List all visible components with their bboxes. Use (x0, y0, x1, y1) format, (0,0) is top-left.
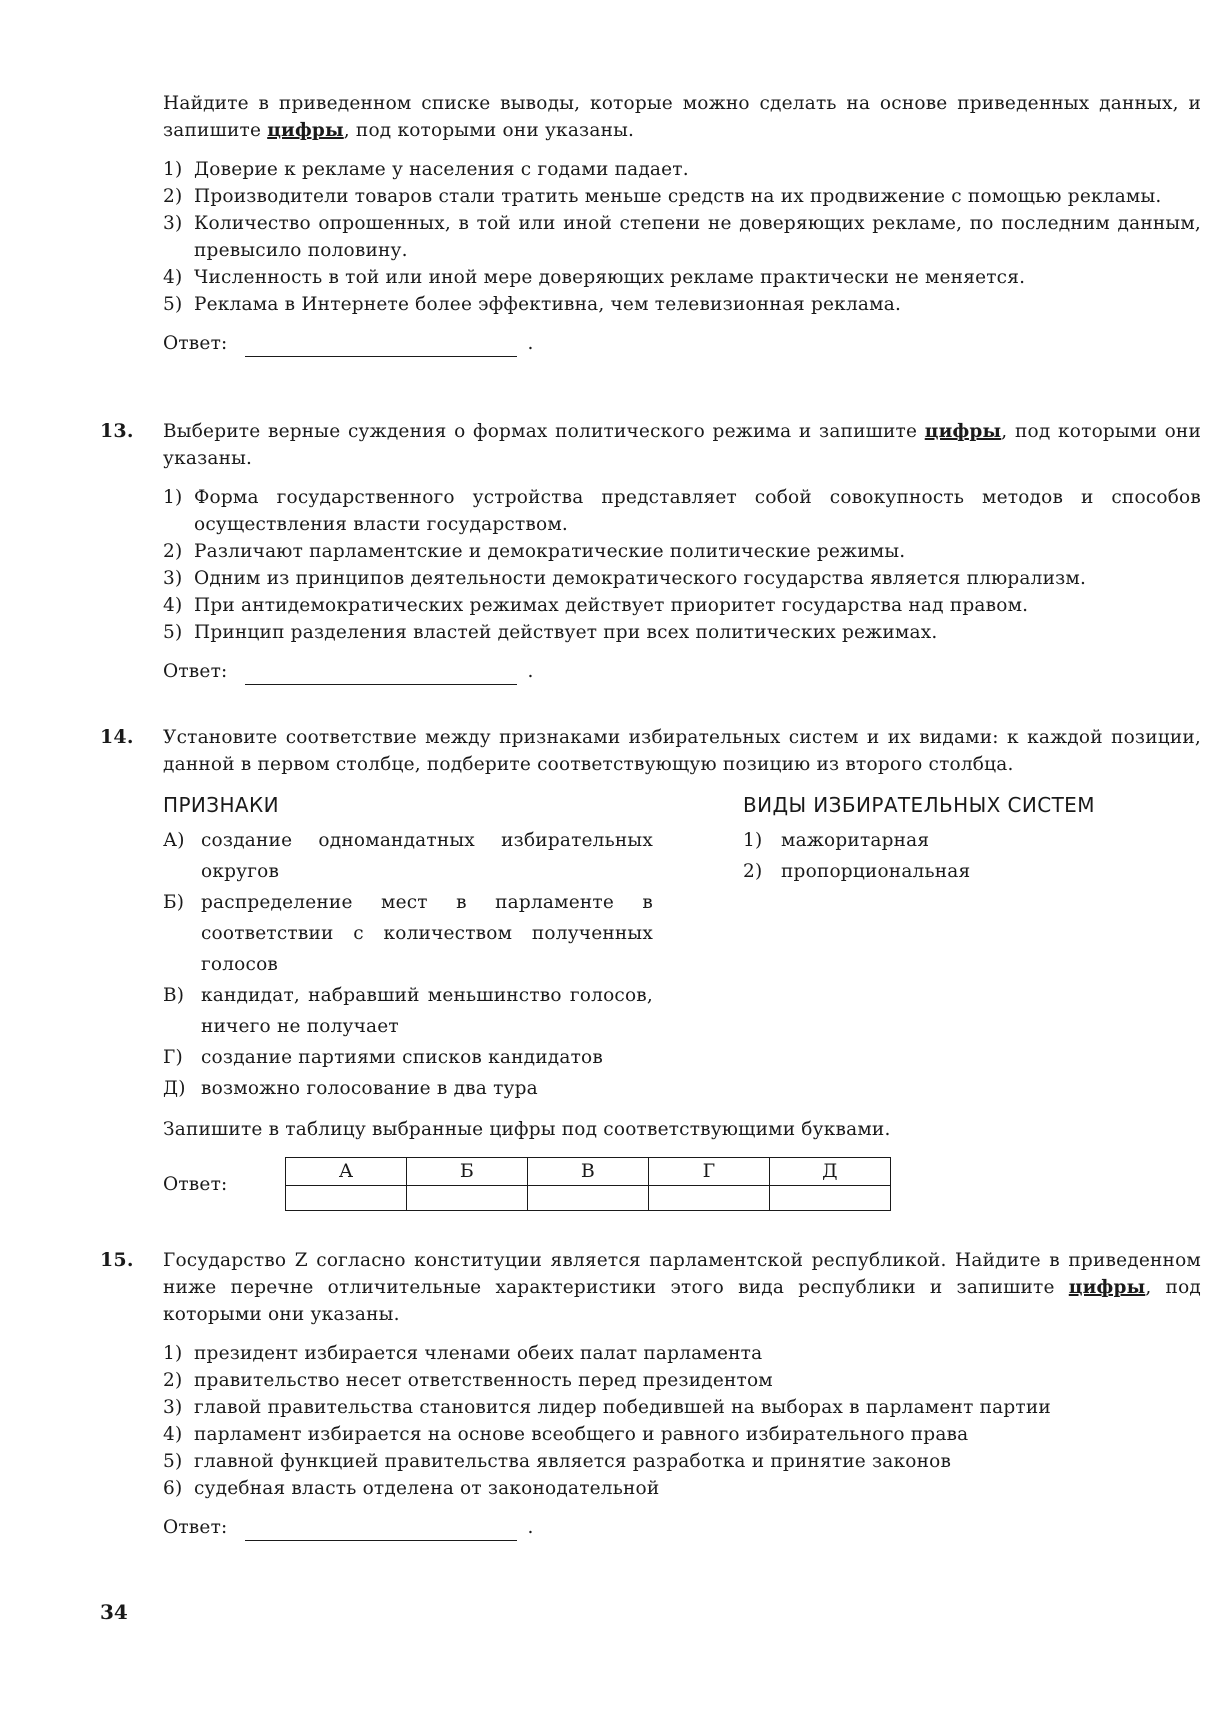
type-item: 1) мажоритарная (743, 830, 930, 851)
answer-table-header: А (286, 1158, 407, 1186)
feature-item: Б) распределение мест в парламенте в соответствии с количеством полученных голосов (163, 892, 653, 975)
option-item: 5) Реклама в Интернете более эффективна, чем телевизионная реклама. (163, 294, 902, 315)
page-number: 34 (100, 1600, 128, 1624)
task14-answer (163, 1157, 1201, 1211)
task15-answer (163, 1514, 1201, 1541)
option-item: 3) Количество опрошенных, в той или иной степени не доверяющих рекламе, по последним данным, превысило половину. (163, 213, 1201, 261)
option-item: 2) Производители товаров стали тратить меньше средств на их продвижение с помощью рекламы. (163, 186, 1162, 207)
option-item: 1) Форма государственного устройства представляет собой совокупность методов и способов осуществления власти государством. (163, 487, 1201, 535)
task14-prompt: Установите соответствие между признаками избирательных систем и их видами: к каждой позиции, данной в первом столбце, подберите соответствующую позицию из второго столбца. (163, 727, 1201, 775)
task-13 (100, 418, 1201, 685)
task15-answer-field[interactable] (245, 1518, 517, 1541)
task12-options (163, 156, 1201, 318)
task13-answer (163, 658, 1201, 685)
task13-prompt: Выберите верные суждения о формах политического режима и запишите цифры, под которыми они указаны. (163, 421, 1201, 469)
task12-answer (163, 330, 1201, 357)
task12-continuation (163, 90, 1201, 357)
answer-label: Ответ: (163, 333, 228, 354)
types-column (743, 792, 1163, 1104)
answer-table (285, 1157, 891, 1211)
task-number: 15. (100, 1249, 134, 1271)
feature-item: Д) возможно голосование в два тура (163, 1078, 538, 1099)
answer-cell-a[interactable] (286, 1186, 407, 1211)
answer-period: . (527, 661, 534, 682)
option-item: 1) Доверие к рекламе у населения с годами падает. (163, 159, 689, 180)
option-item: 4) парламент избирается на основе всеобщего и равного избирательного права (163, 1424, 969, 1445)
task15-prompt: Государство Z согласно конституции является парламентской республикой. Найдите в приведенном ниже перечне отличительные характеристики этого вида республики и запишите цифры, под которыми они указаны. (163, 1250, 1202, 1325)
answer-label: Ответ: (163, 1173, 228, 1195)
matching-columns (163, 792, 1201, 1104)
feature-item: А) создание одномандатных избирательных округов (163, 830, 653, 882)
task14-instruction: Запишите в таблицу выбранные цифры под соответствующими буквами. (163, 1119, 891, 1140)
option-item: 4) При антидемократических режимах действует приоритет государства над правом. (163, 595, 1029, 616)
option-item: 5) Принцип разделения властей действует при всех политических режимах. (163, 622, 938, 643)
features-column (163, 792, 653, 1104)
option-item: 3) Одним из принципов деятельности демократического государства является плюрализм. (163, 568, 1087, 589)
task-number: 13. (100, 420, 134, 442)
option-item: 1) президент избирается членами обеих палат парламента (163, 1343, 763, 1364)
answer-label: Ответ: (163, 1517, 228, 1538)
answer-table-header: Д (770, 1158, 891, 1186)
option-item: 2) Различают парламентские и демократические политические режимы. (163, 541, 906, 562)
answer-table-header: Г (649, 1158, 770, 1186)
answer-period: . (527, 333, 534, 354)
task15-options (163, 1340, 1201, 1502)
feature-item: В) кандидат, набравший меньшинство голосов, ничего не получает (163, 985, 653, 1037)
task13-options (163, 484, 1201, 646)
types-header: ВИДЫ ИЗБИРАТЕЛЬНЫХ СИСТЕМ (743, 793, 1095, 817)
feature-item: Г) создание партиями списков кандидатов (163, 1047, 603, 1068)
answer-cell-g[interactable] (649, 1186, 770, 1211)
option-item: 3) главой правительства становится лидер победившей на выборах в парламент партии (163, 1397, 1051, 1418)
answer-label: Ответ: (163, 661, 228, 682)
task12-answer-field[interactable] (245, 334, 517, 357)
task-15 (100, 1247, 1201, 1541)
option-item: 2) правительство несет ответственность перед президентом (163, 1370, 773, 1391)
answer-period: . (527, 1517, 534, 1538)
answer-cell-d[interactable] (770, 1186, 891, 1211)
type-item: 2) пропорциональная (743, 861, 971, 882)
task-number: 14. (100, 726, 134, 748)
answer-cell-v[interactable] (528, 1186, 649, 1211)
features-header: ПРИЗНАКИ (163, 793, 279, 817)
option-item: 5) главной функцией правительства является разработка и принятие законов (163, 1451, 952, 1472)
answer-table-header: Б (407, 1158, 528, 1186)
option-item: 6) судебная власть отделена от законодательной (163, 1478, 660, 1499)
answer-table-header: В (528, 1158, 649, 1186)
task12-prompt: Найдите в приведенном списке выводы, которые можно сделать на основе приведенных данных, и запишите цифры, под которыми они указаны. (163, 93, 1201, 141)
answer-cell-b[interactable] (407, 1186, 528, 1211)
task-14 (100, 724, 1201, 1211)
option-item: 4) Численность в той или иной мере доверяющих рекламе практически не меняется. (163, 267, 1026, 288)
task13-answer-field[interactable] (245, 662, 517, 685)
